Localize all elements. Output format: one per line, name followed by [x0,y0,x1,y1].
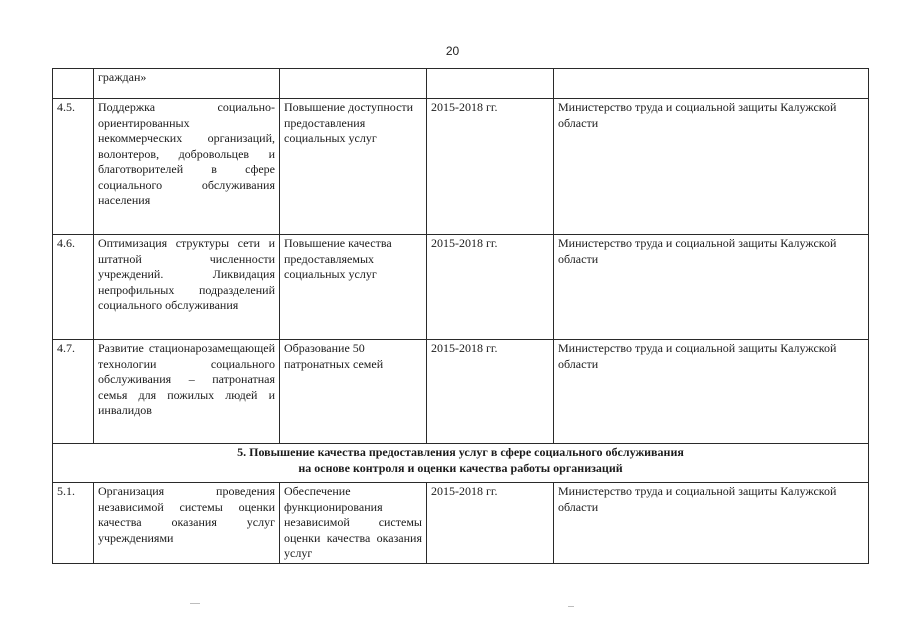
cell-activity: Организация проведения независимой системы оценки качества оказания услуг учреждениями [94,483,280,564]
scan-artifact [568,606,574,607]
section-heading-line-2: на основе контроля и оценки качества работы организаций [298,460,623,475]
cell-executor: Министерство труда и социальной защиты Калужской области [554,340,869,444]
cell-number: 4.7. [53,340,94,444]
cell-term: 2015-2018 гг. [427,340,554,444]
cell-executor: Министерство труда и социальной защиты Калужской области [554,99,869,235]
cell-term: 2015-2018 гг. [427,99,554,235]
cell-term [427,69,554,99]
cell-executor: Министерство труда и социальной защиты Калужской области [554,235,869,340]
cell-activity: Развитие стационарозамещающей технологии социального обслуживания – патронатная семья для пожилых людей и инвалидов [94,340,280,444]
cell-activity: Оптимизация структуры сети и штатной численности учреждений. Ликвидация непрофильных подразделений социального обслуживания [94,235,280,340]
cell-result [280,69,427,99]
cell-executor: Министерство труда и социальной защиты Калужской области [554,483,869,564]
activity-plan-table [52,68,869,564]
table-row-5-1 [53,483,869,564]
cell-result: Повышение качества предоставляемых социальных услуг [280,235,427,340]
cell-result: Повышение доступности предоставления социальных услуг [280,99,427,235]
table-row-4-7 [53,340,869,444]
cell-result: Образование 50 патронатных семей [280,340,427,444]
section-heading [53,444,869,483]
section-heading-row [53,444,869,483]
cell-result: Обеспечение функционирования независимой системы оценки качества оказания услуг [280,483,427,564]
table-row-4-5 [53,99,869,235]
scan-artifact [190,603,200,604]
table-row-continuation [53,69,869,99]
cell-number: 4.5. [53,99,94,235]
cell-number [53,69,94,99]
section-heading-line-1: 5. Повышение качества предоставления услуг в сфере социального обслуживания [237,445,684,459]
cell-activity: граждан» [94,69,280,99]
cell-number: 5.1. [53,483,94,564]
cell-term: 2015-2018 гг. [427,483,554,564]
cell-activity: Поддержка социально-ориентированных некоммерческих организаций, волонтеров, добровольцев и благотворителей в сфере социального обслуживания населения [94,99,280,235]
cell-executor [554,69,869,99]
cell-term: 2015-2018 гг. [427,235,554,340]
table-row-4-6 [53,235,869,340]
page-number: 20 [445,44,460,58]
cell-number: 4.6. [53,235,94,340]
